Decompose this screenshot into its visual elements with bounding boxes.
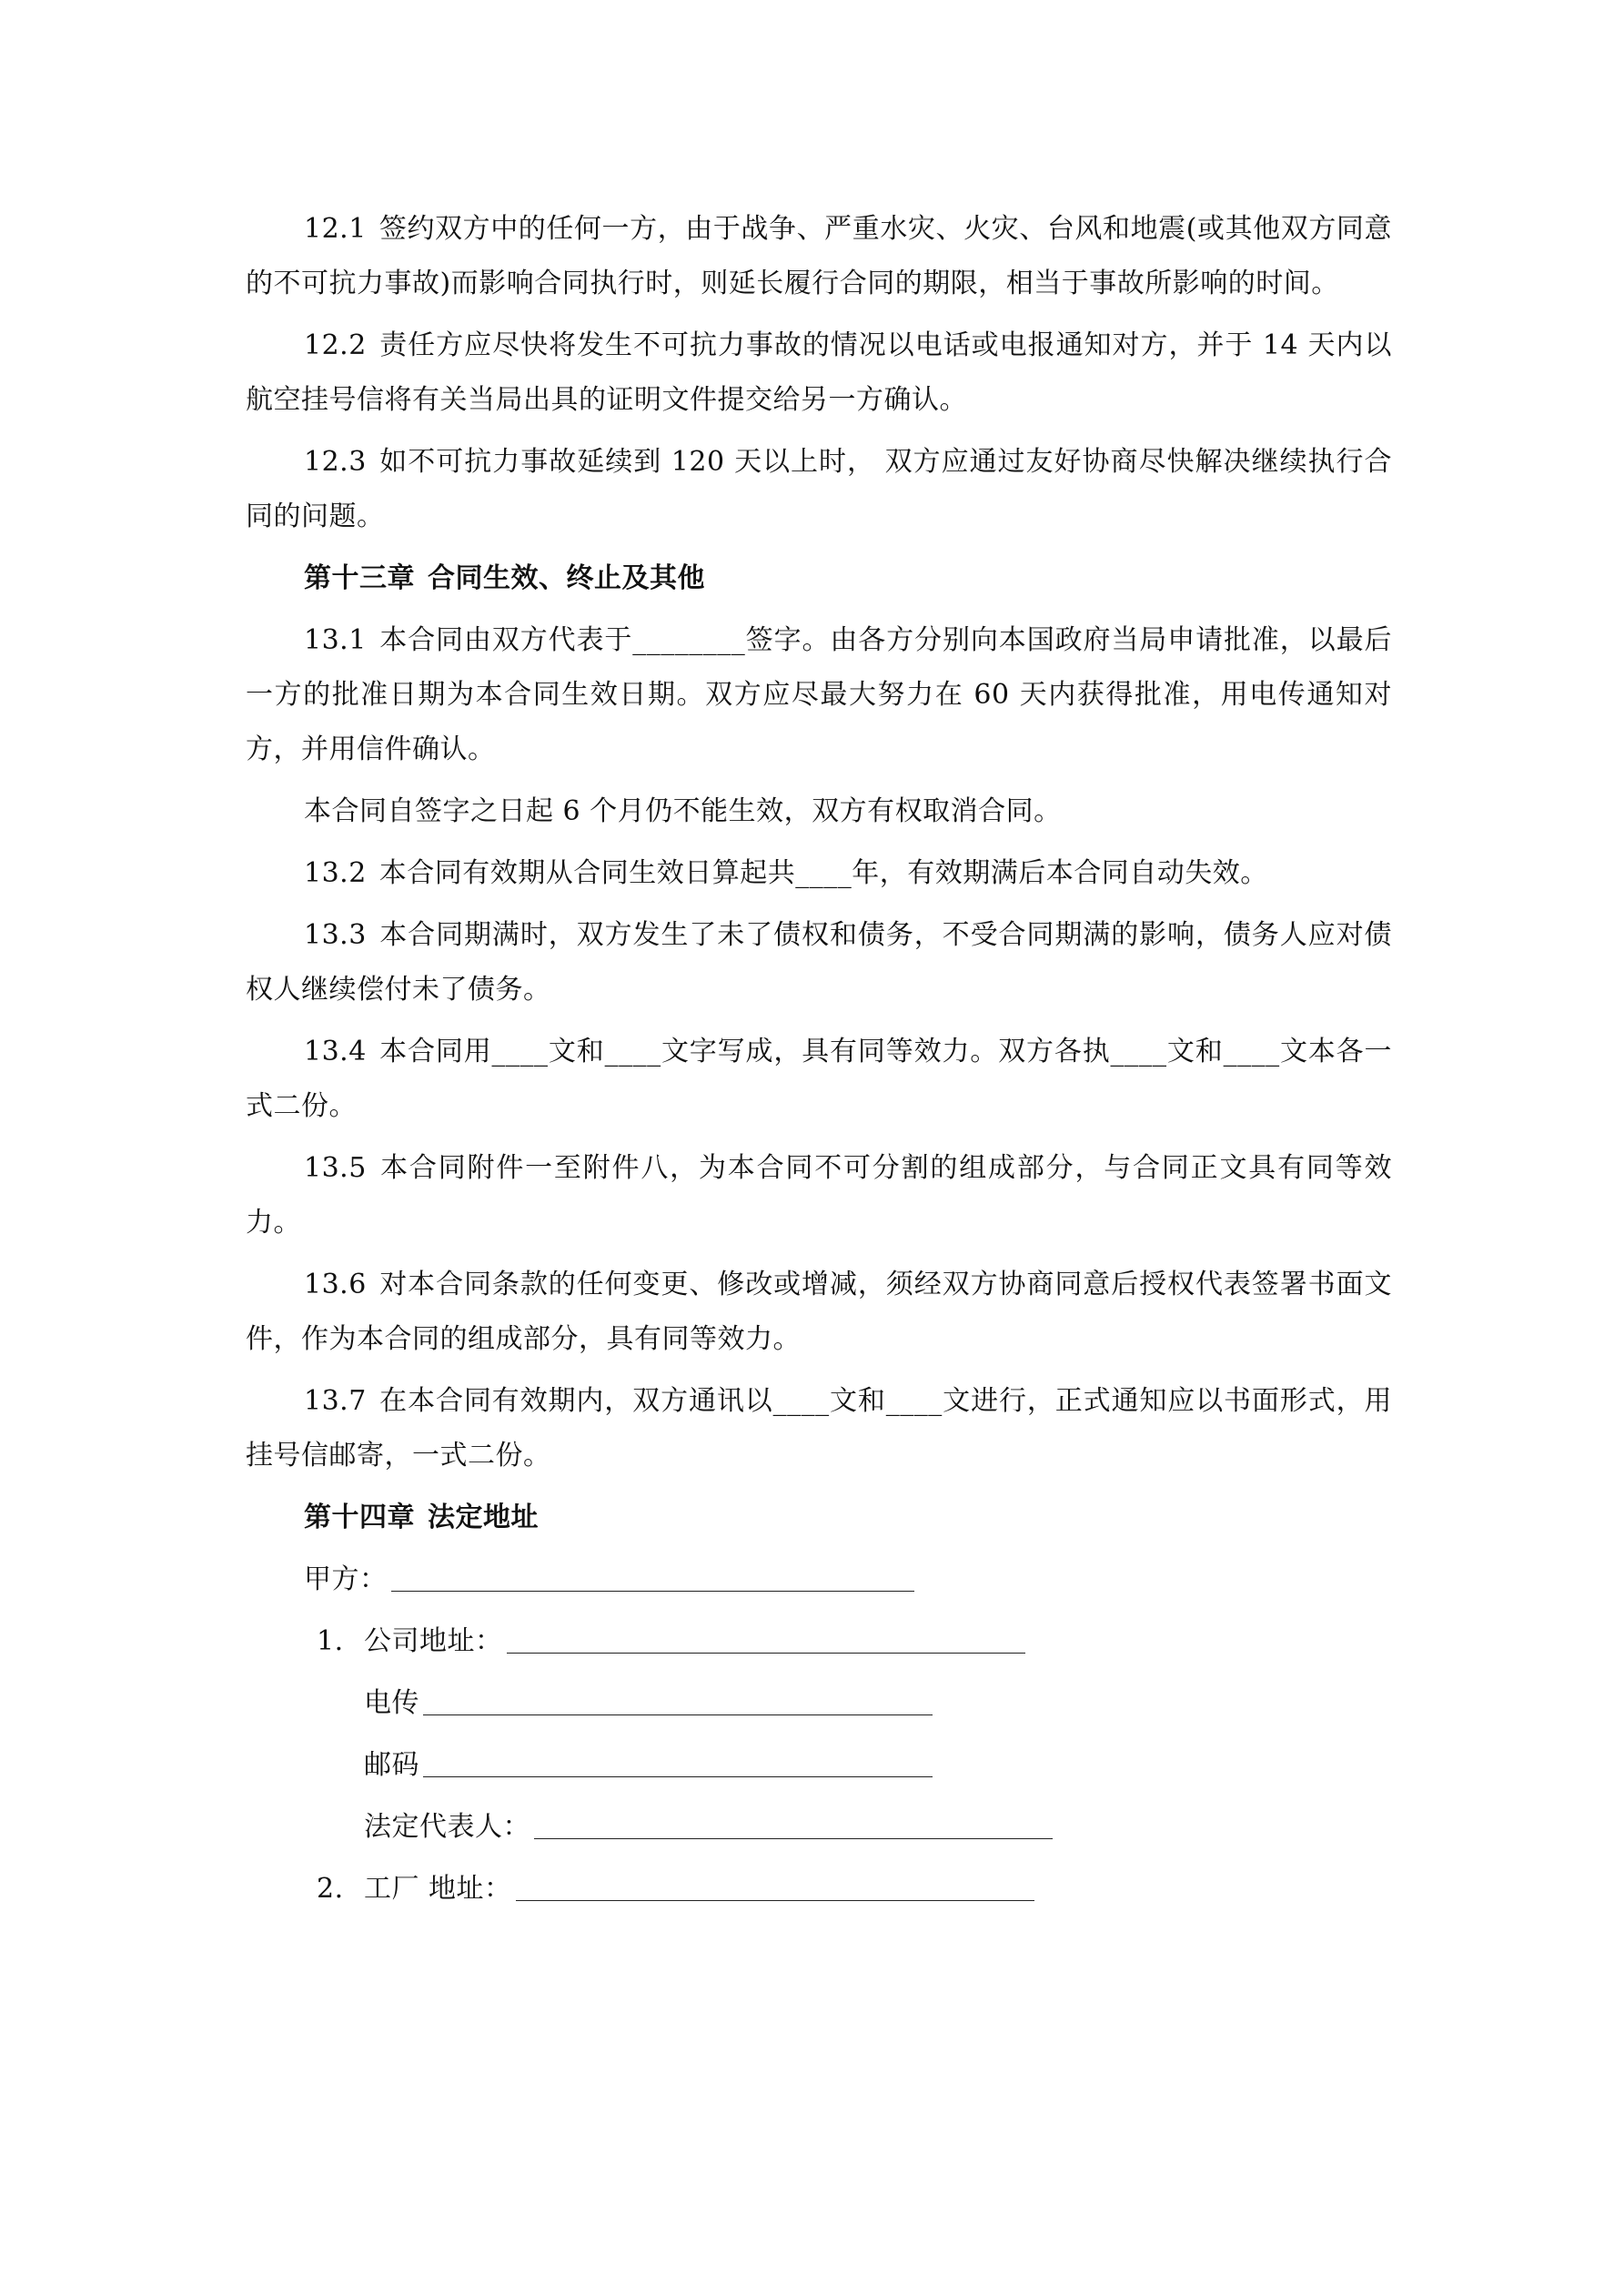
clause-text: 如不可抗力事故延续到 120 天以上时， 双方应通过友好协商尽快解决继续执行合同的问题。 [246, 446, 1392, 532]
telex-line [246, 1676, 1392, 1731]
clause-number: 12.1 [304, 213, 367, 245]
clause-12-1 [246, 202, 1392, 311]
clause-13-7 [246, 1374, 1392, 1483]
clause-number: 13.3 [304, 919, 367, 951]
chapter-13-heading [304, 551, 1392, 606]
clause-text: 本合同附件一至附件八，为本合同不可分割的组成部分，与合同正文具有同等效力。 [246, 1152, 1392, 1239]
clause-12-2 [246, 319, 1392, 428]
factory-address-label: 工厂 地址： [364, 1873, 512, 1905]
legal-rep-line [246, 1800, 1392, 1855]
clause-13-3 [246, 908, 1392, 1017]
list-number: 1. [317, 1625, 344, 1657]
clause-13-1-note [246, 784, 1392, 839]
clause-number: 12.2 [304, 329, 367, 361]
factory-address-line [246, 1862, 1392, 1917]
clause-text: 本合同用____文和____文字写成，具有同等效力。双方各执____文和____文本各一式二份。 [246, 1036, 1392, 1122]
clause-text: 本合同有效期从合同生效日算起共____年，有效期满后本合同自动失效。 [378, 857, 1268, 889]
company-address-blank[interactable] [507, 1625, 1025, 1654]
postcode-blank[interactable] [423, 1749, 933, 1777]
clause-number: 13.1 [304, 624, 367, 656]
company-address-label: 公司地址： [364, 1625, 503, 1657]
telex-label: 电传 [364, 1687, 419, 1719]
factory-address-blank[interactable] [516, 1873, 1034, 1901]
postcode-label: 邮码 [364, 1749, 419, 1781]
company-address-line [246, 1614, 1392, 1669]
clause-text: 本合同由双方代表于________签字。由各方分别向本国政府当局申请批准，以最后一方的批准日期为本合同生效日期。双方应尽最大努力在 60 天内获得批准，用电传通知对方，并用信件确认。 [246, 624, 1392, 765]
clause-text: 本合同自签字之日起 6 个月仍不能生效，双方有权取消合同。 [304, 795, 1062, 827]
legal-rep-label: 法定代表人： [364, 1811, 530, 1843]
legal-rep-blank[interactable] [534, 1811, 1053, 1839]
chapter-14-heading [304, 1491, 1392, 1545]
party-a-line [246, 1553, 1392, 1607]
clause-13-5 [246, 1141, 1392, 1250]
clause-13-1 [246, 613, 1392, 777]
party-a-label: 甲方： [304, 1563, 388, 1595]
clause-text: 本合同期满时，双方发生了未了债权和债务，不受合同期满的影响，债务人应对债权人继续偿付未了债务。 [246, 919, 1392, 1006]
chapter-title: 法定地址 [428, 1502, 539, 1533]
clause-13-2 [246, 846, 1392, 901]
clause-number: 13.5 [304, 1152, 367, 1184]
list-number: 2. [317, 1873, 344, 1905]
document-page [246, 202, 1392, 1924]
chapter-number: 第十四章 [304, 1502, 415, 1533]
clause-number: 13.2 [304, 857, 367, 889]
telex-blank[interactable] [423, 1687, 933, 1715]
postcode-line [246, 1738, 1392, 1793]
party-a-blank[interactable] [391, 1563, 914, 1592]
clause-text: 签约双方中的任何一方，由于战争、严重水灾、火灾、台风和地震(或其他双方同意的不可抗力事故)而影响合同执行时，则延长履行合同的期限，相当于事故所影响的时间。 [246, 213, 1392, 299]
clause-number: 13.4 [304, 1036, 367, 1067]
chapter-title: 合同生效、终止及其他 [428, 562, 705, 594]
clause-number: 13.6 [304, 1269, 367, 1300]
chapter-number: 第十三章 [304, 562, 415, 594]
clause-text: 在本合同有效期内，双方通讯以____文和____文进行，正式通知应以书面形式，用挂号信邮寄，一式二份。 [246, 1385, 1392, 1472]
clause-13-6 [246, 1258, 1392, 1367]
clause-number: 13.7 [304, 1385, 367, 1417]
clause-13-4 [246, 1025, 1392, 1134]
clause-number: 12.3 [304, 446, 367, 478]
clause-text: 对本合同条款的任何变更、修改或增减，须经双方协商同意后授权代表签署书面文件，作为本合同的组成部分，具有同等效力。 [246, 1269, 1392, 1355]
clause-12-3 [246, 435, 1392, 544]
clause-text: 责任方应尽快将发生不可抗力事故的情况以电话或电报通知对方，并于 14 天内以航空挂号信将有关当局出具的证明文件提交给另一方确认。 [246, 329, 1392, 416]
